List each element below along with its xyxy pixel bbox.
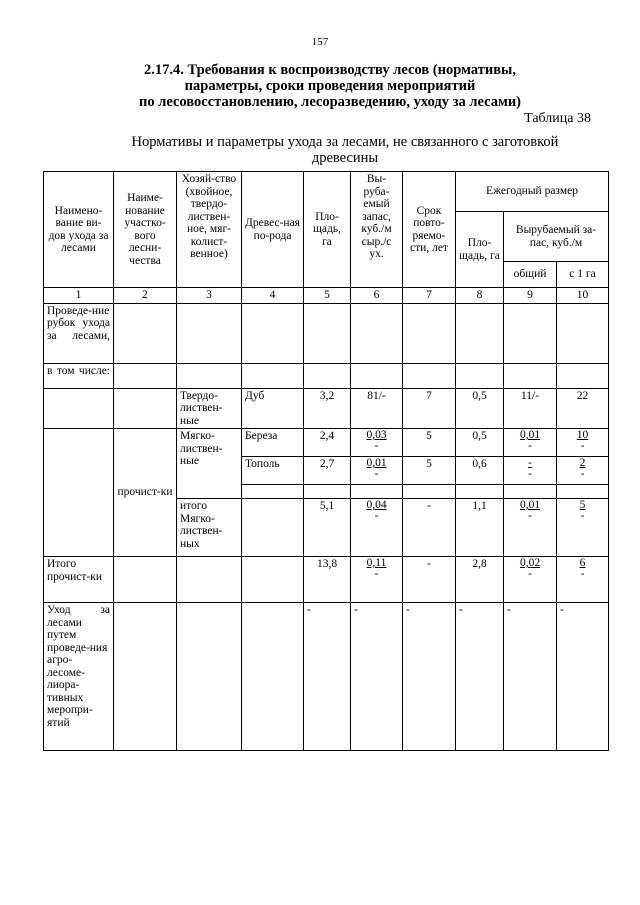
birch-total: $\frac{0,01}{-}$ bbox=[519, 429, 541, 452]
section-title bbox=[60, 62, 600, 110]
norms-table bbox=[43, 171, 609, 751]
section-title-line: параметры, сроки проведения мероприятий bbox=[184, 78, 476, 94]
subtotal-annual-area: 1,1 bbox=[456, 499, 504, 557]
subtotal-softwood: итого Мягко-листвен-ных bbox=[177, 499, 242, 557]
table-row bbox=[44, 557, 609, 603]
subtotal-total: $\frac{0,01}{-}$ bbox=[519, 499, 541, 522]
cleaning-label: прочист-ки bbox=[114, 429, 177, 557]
oak-stock: 81/- bbox=[351, 388, 403, 429]
table-caption-line: древесины bbox=[311, 150, 379, 166]
header-annual-stock: Вырубаемый за-пас, куб./м bbox=[504, 212, 609, 262]
total-stock: $\frac{0,11}{-}$ bbox=[366, 557, 387, 580]
agro-total: - bbox=[504, 603, 557, 751]
table-row bbox=[44, 363, 609, 388]
farm-softwood: Мягко-листвен-ные bbox=[177, 429, 242, 499]
species-birch: Береза bbox=[242, 429, 304, 457]
header-farm: Хозяй-ство (хвойное, твердо-листвен-ное, мяг-колист-венное) bbox=[177, 172, 242, 288]
birch-annual-area: 0,5 bbox=[456, 429, 504, 457]
total-total: $\frac{0,02}{-}$ bbox=[519, 557, 541, 580]
column-number: 7 bbox=[403, 288, 456, 304]
column-number: 2 bbox=[114, 288, 177, 304]
oak-period: 7 bbox=[403, 388, 456, 429]
header-annual: Ежегодный размер bbox=[456, 172, 609, 212]
including-label: в том числе: bbox=[44, 363, 114, 388]
subtotal-stock: $\frac{0,04}{-}$ bbox=[366, 499, 387, 522]
header-forestry: Наиме-нование участко-вого лесни-чества bbox=[114, 172, 177, 288]
poplar-area: 2,7 bbox=[304, 457, 351, 485]
column-number: 1 bbox=[44, 288, 114, 304]
column-number: 5 bbox=[304, 288, 351, 304]
header-annual-area: Пло-щадь, га bbox=[456, 212, 504, 288]
poplar-annual-area: 0,6 bbox=[456, 457, 504, 485]
farm-hardwood: Твердо-листвен-ные bbox=[177, 388, 242, 429]
section-title-line: 2.17.4. Требования к воспроизводству лесов (нормативы, bbox=[144, 62, 516, 78]
section-title-line: по лесовосстановлению, лесоразведению, уходу за лесами) bbox=[138, 94, 522, 110]
column-number: 6 bbox=[351, 288, 403, 304]
table-number: Таблица 38 bbox=[524, 111, 591, 126]
subtotal-per-ha: $\frac{5}{-}$ bbox=[579, 499, 586, 522]
species-poplar: Тополь bbox=[242, 457, 304, 485]
agro-area: - bbox=[304, 603, 351, 751]
total-cleaning: Итого прочист-ки bbox=[44, 557, 114, 603]
poplar-total: $\frac{-}{-}$ bbox=[528, 457, 532, 480]
poplar-stock: $\frac{0,01}{-}$ bbox=[366, 457, 387, 480]
birch-period: 5 bbox=[403, 429, 456, 457]
birch-stock: $\frac{0,03}{-}$ bbox=[366, 429, 387, 452]
oak-annual-area: 0,5 bbox=[456, 388, 504, 429]
header-stock: Вы-руба-емый запас, куб./м сыр./с ух. bbox=[351, 172, 403, 288]
agro-care: Уход за лесами путем проведе-ния агро-лесоме-лиора-тивных меропри-ятий bbox=[44, 603, 114, 751]
table-row bbox=[44, 429, 609, 457]
subtotal-area: 5,1 bbox=[304, 499, 351, 557]
column-number: 8 bbox=[456, 288, 504, 304]
table-caption bbox=[110, 134, 580, 166]
column-number: 9 bbox=[504, 288, 557, 304]
header-total: общий bbox=[504, 262, 557, 288]
table-caption-line: Нормативы и параметры ухода за лесами, не связанного с заготовкой bbox=[131, 134, 559, 150]
header-area: Пло-щадь, га bbox=[304, 172, 351, 288]
birch-area: 2,4 bbox=[304, 429, 351, 457]
total-area: 13,8 bbox=[304, 557, 351, 603]
total-per-ha: $\frac{6}{-}$ bbox=[579, 557, 586, 580]
header-per-ha: с 1 га bbox=[557, 262, 609, 288]
poplar-per-ha: $\frac{2}{-}$ bbox=[579, 457, 586, 480]
subtotal-period: - bbox=[403, 499, 456, 557]
column-number: 10 bbox=[557, 288, 609, 304]
header-period: Срок повто-ряемо-сти, лет bbox=[403, 172, 456, 288]
header-species: Древес-ная по-рода bbox=[242, 172, 304, 288]
table-row bbox=[44, 603, 609, 751]
agro-annual-area: - bbox=[456, 603, 504, 751]
oak-per-ha: 22 bbox=[557, 388, 609, 429]
poplar-period: 5 bbox=[403, 457, 456, 485]
column-number: 3 bbox=[177, 288, 242, 304]
species-oak: Дуб bbox=[242, 388, 304, 429]
agro-per-ha: - bbox=[557, 603, 609, 751]
thinning-heading: Проведе-ние рубок ухода за лесами, bbox=[44, 303, 114, 363]
page-number: 157 bbox=[311, 36, 329, 48]
header-work-type: Наимено-вание ви-дов ухода за лесами bbox=[44, 172, 114, 288]
oak-total: 11/- bbox=[504, 388, 557, 429]
oak-area: 3,2 bbox=[304, 388, 351, 429]
agro-stock: - bbox=[351, 603, 403, 751]
birch-per-ha: $\frac{10}{-}$ bbox=[576, 429, 589, 452]
table-row bbox=[44, 303, 609, 363]
agro-period: - bbox=[403, 603, 456, 751]
table-row bbox=[44, 388, 609, 429]
total-annual-area: 2,8 bbox=[456, 557, 504, 603]
column-number: 4 bbox=[242, 288, 304, 304]
total-period: - bbox=[403, 557, 456, 603]
